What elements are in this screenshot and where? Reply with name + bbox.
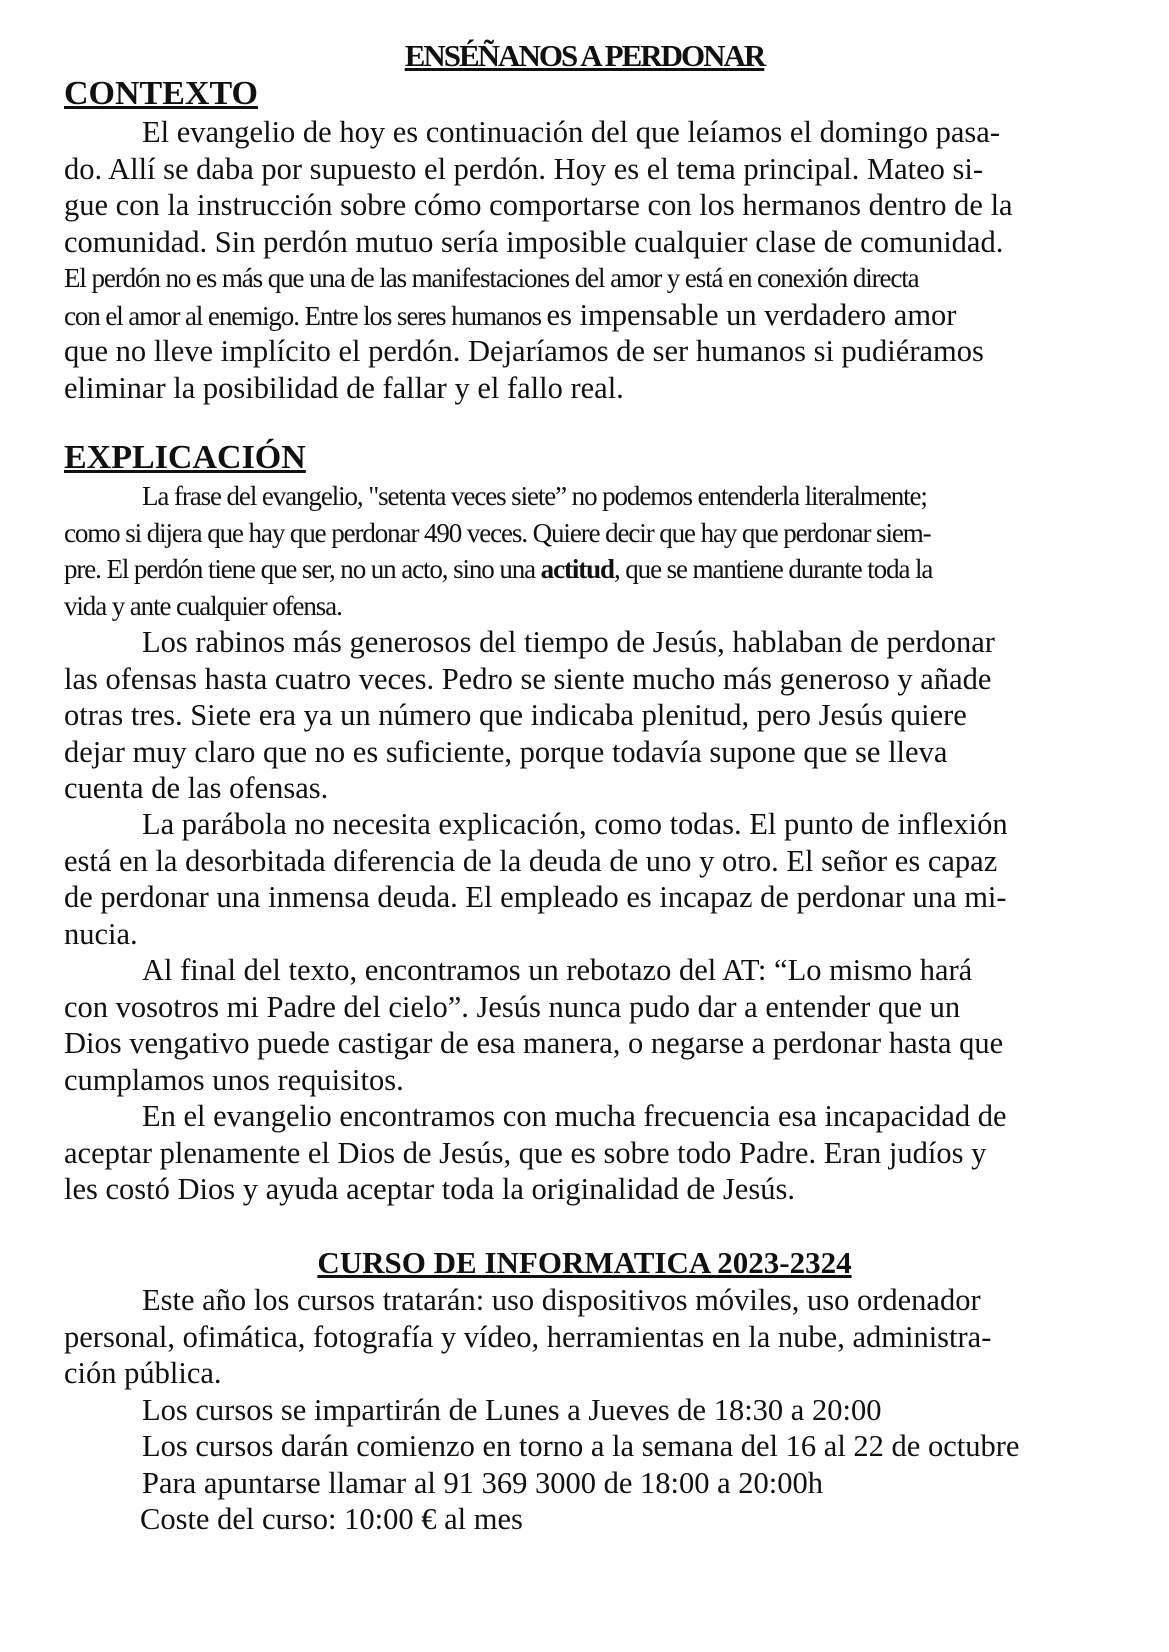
explicacion-paragraph-3 [64, 806, 1114, 952]
text-line: Al final del texto, encontramos un rebotazo del AT: “Lo mismo hará [142, 953, 973, 987]
explicacion-paragraph-1 [64, 478, 1114, 624]
text-line: El perdón no es más que una de las manifestaciones del amor y está en conexión directa [64, 263, 919, 293]
text-line: Los cursos se impartirán de Lunes a Jueves de 18:30 a 20:00 [142, 1392, 882, 1427]
text-line: cuenta de las ofensas. [64, 771, 329, 805]
section-heading-contexto: CONTEXTO [64, 75, 258, 112]
text-line: que no lleve implícito el perdón. Dejaríamos de ser humanos si pudiéramos [64, 334, 984, 368]
text-line [64, 551, 1114, 588]
explicacion-paragraph-4 [64, 952, 1114, 1098]
section-heading-explicacion: EXPLICACIÓN [64, 439, 306, 476]
text-line: aceptar plenamente el Dios de Jesús, que es sobre todo Padre. Eran judíos y [64, 1135, 987, 1170]
text-line: ción pública. [64, 1356, 222, 1390]
page-title: ENSÉÑANOS A PERDONAR [404, 38, 765, 73]
text-line: las ofensas hasta cuatro veces. Pedro se siente mucho más generoso y añade [64, 661, 992, 696]
text-line: Dios vengativo puede castigar de esa manera, o negarse a perdonar hasta que [64, 1026, 1004, 1060]
text-line: con vosotros mi Padre del cielo”. Jesús nunca pudo dar a entender que un [64, 989, 961, 1024]
explicacion-paragraph-5 [64, 1098, 1114, 1208]
text-line: El evangelio de hoy es continuación del que leíamos el domingo pasa- [142, 115, 1000, 149]
text-line [64, 297, 1114, 334]
emphasis-actitud: actitud [540, 554, 614, 584]
text-line: Coste del curso: 10:00 € al mes [140, 1502, 523, 1536]
text-line: Los rabinos más generosos del tiempo de Jesús, hablaban de perdonar [142, 625, 995, 659]
text-line-before: pre. El perdón tiene que ser, no un acto, sino una [64, 554, 541, 584]
section-heading-curso: CURSO DE INFORMATICA 2023-2324 [317, 1245, 852, 1280]
text-line: eliminar la posibilidad de fallar y el fallo real. [64, 370, 624, 405]
text-line: Los cursos darán comienzo en torno a la semana del 16 al 22 de octubre [142, 1429, 1020, 1463]
text-line: gue con la instrucción sobre cómo comportarse con los hermanos dentro de la [64, 188, 1013, 222]
text-line: dejar muy claro que no es suficiente, porque todavía supone que se lleva [64, 734, 948, 769]
text-line: do. Allí se daba por supuesto el perdón. Hoy es el tema principal. Mateo si- [64, 151, 984, 186]
contexto-paragraph [64, 114, 1114, 406]
text-line: En el evangelio encontramos con mucha frecuencia esa incapacidad de [142, 1099, 1007, 1133]
text-line: está en la desorbitada diferencia de la deuda de uno y otro. El señor es capaz [64, 843, 998, 878]
text-line: como si dijera que hay que perdonar 490 veces. Quiere decir que hay que perdonar siem- [64, 517, 931, 548]
text-line-condensed-part: con el amor al enemigo. Entre los seres humanos [64, 300, 547, 331]
text-line: cumplamos unos requisitos. [64, 1062, 404, 1097]
text-line: otras tres. Siete era ya un número que indicaba plenitud, pero Jesús quiere [64, 698, 967, 732]
text-line: Este año los cursos tratarán: uso dispositivos móviles, uso ordenador [142, 1283, 981, 1317]
text-line: de perdonar una inmensa deuda. El empleado es incapaz de perdonar una mi- [64, 880, 1007, 914]
text-line: nucia. [64, 916, 138, 951]
text-line: vida y ante cualquier ofensa. [64, 590, 342, 621]
curso-info [64, 1282, 1124, 1538]
text-line: La parábola no necesita explicación, como todas. El punto de inflexión [142, 807, 1008, 841]
explicacion-paragraph-2 [64, 624, 1114, 807]
text-line: personal, ofimática, fotografía y vídeo, herramientas en la nube, administra- [64, 1319, 992, 1354]
text-line: La frase del evangelio, "setenta veces siete” no podemos entenderla literalmente; [142, 481, 927, 511]
text-line-after: , que se mantiene durante toda la [613, 554, 933, 584]
text-line: Para apuntarse llamar al 91 369 3000 de 18:00 a 20:00h [142, 1465, 823, 1500]
text-line: comunidad. Sin perdón mutuo sería imposible cualquier clase de comunidad. [64, 224, 1004, 259]
text-line-normal-part: es impensable un verdadero amor [546, 297, 957, 332]
text-line: les costó Dios y ayuda aceptar toda la originalidad de Jesús. [64, 1172, 795, 1206]
